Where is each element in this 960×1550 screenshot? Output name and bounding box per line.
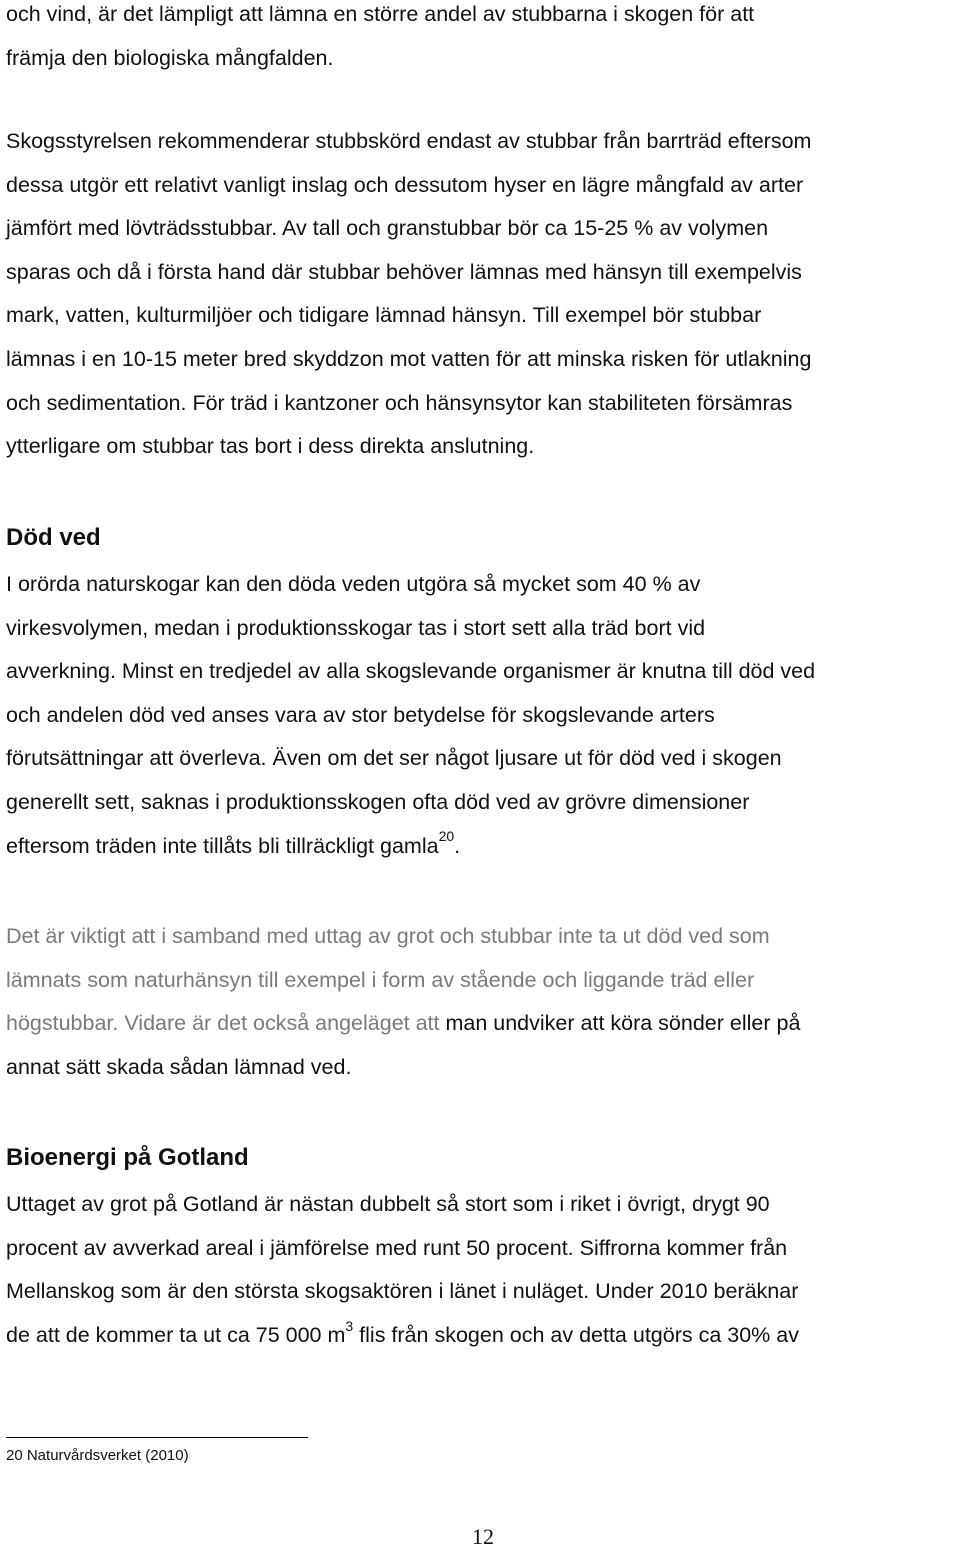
text-fragment: .: [454, 833, 461, 858]
text-line: Skogsstyrelsen rekommenderar stubbskörd endast av stubbar från barrträd eftersom: [6, 129, 812, 153]
paragraph-top: [6, 0, 958, 80]
paragraph-dod-ved: [6, 563, 958, 868]
superscript-exponent: 3: [345, 1317, 354, 1334]
text-line: lämnas i en 10-15 meter bred skyddzon mot vatten för att minska risken för utlakning: [6, 346, 812, 371]
text-line: förutsättningar att överleva. Även om det ser något ljusare ut för död ved i skogen: [6, 746, 782, 771]
text-line: [6, 1314, 958, 1358]
text-line: ytterligare om stubbar tas bort i dess direkta anslutning.: [6, 434, 535, 459]
text-line: dessa utgör ett relativt vanligt inslag och dessutom hyser en lägre mångfald av arter: [6, 172, 804, 197]
text-line: och sedimentation. För träd i kantzoner och hänsynsytor kan stabiliteten försämras: [6, 390, 793, 415]
text-line: Mellanskog som är den största skogsaktören i länet i nuläget. Under 2010 beräknar: [6, 1279, 799, 1304]
text-line: I orörda naturskogar kan den döda veden utgöra så mycket som 40 % av: [6, 572, 701, 596]
section-heading-dod-ved: Död ved: [6, 524, 101, 551]
footnote: 20 Naturvårdsverket (2010): [6, 1447, 189, 1464]
text-fragment: högstubbar. Vidare är det också angeläget att: [6, 1011, 440, 1036]
text-line: [6, 1002, 958, 1046]
text-line: lämnats som naturhänsyn till exempel i form av stående och liggande träd eller: [6, 967, 755, 992]
paragraph-uttag: [6, 915, 958, 1089]
text-line: sparas och då i första hand där stubbar behöver lämnas med hänsyn till exempelvis: [6, 259, 802, 284]
text-line: annat sätt skada sådan lämnad ved.: [6, 1054, 352, 1079]
paragraph-bioenergi: [6, 1183, 958, 1357]
text-fragment: flis från skogen och av detta utgörs ca 30% av: [353, 1322, 799, 1347]
text-line: generellt sett, saknas i produktionsskogen ofta död ved av grövre dimensioner: [6, 789, 750, 814]
text-line: jämfört med lövträdsstubbar. Av tall och granstubbar bör ca 15-25 % av volymen: [6, 216, 769, 241]
section-heading-bioenergi: Bioenergi på Gotland: [6, 1144, 249, 1171]
text-fragment: man undviker att köra sönder eller på: [439, 1011, 801, 1036]
text-fragment: eftersom träden inte tillåts bli tillräckligt gamla: [6, 833, 439, 858]
text-line: och andelen död ved anses vara av stor betydelse för skogslevande arters: [6, 702, 715, 727]
text-line: mark, vatten, kulturmiljöer och tidigare lämnad hänsyn. Till exempel bör stubbar: [6, 303, 762, 328]
page-number: 12: [472, 1524, 494, 1549]
footnote-reference: 20: [438, 828, 455, 845]
text-line: och vind, är det lämpligt att lämna en större andel av stubbarna i skogen för att: [6, 2, 755, 26]
text-line: främja den biologiska mångfalden.: [6, 45, 334, 70]
paragraph-stubbar: [6, 120, 958, 469]
text-fragment: de att de kommer ta ut ca 75 000 m: [6, 1322, 346, 1347]
text-line: Uttaget av grot på Gotland är nästan dubbelt så stort som i riket i övrigt, drygt 90: [6, 1192, 770, 1216]
footnote-divider: [6, 1437, 308, 1438]
text-line: [6, 825, 958, 869]
text-line: Det är viktigt att i samband med uttag av grot och stubbar inte ta ut död ved som: [6, 924, 770, 948]
text-line: avverkning. Minst en tredjedel av alla skogslevande organismer är knutna till död ved: [6, 659, 816, 684]
text-line: virkesvolymen, medan i produktionsskogar tas i stort sett alla träd bort vid: [6, 615, 706, 640]
text-line: procent av avverkad areal i jämförelse med runt 50 procent. Siffrorna kommer från: [6, 1235, 788, 1260]
